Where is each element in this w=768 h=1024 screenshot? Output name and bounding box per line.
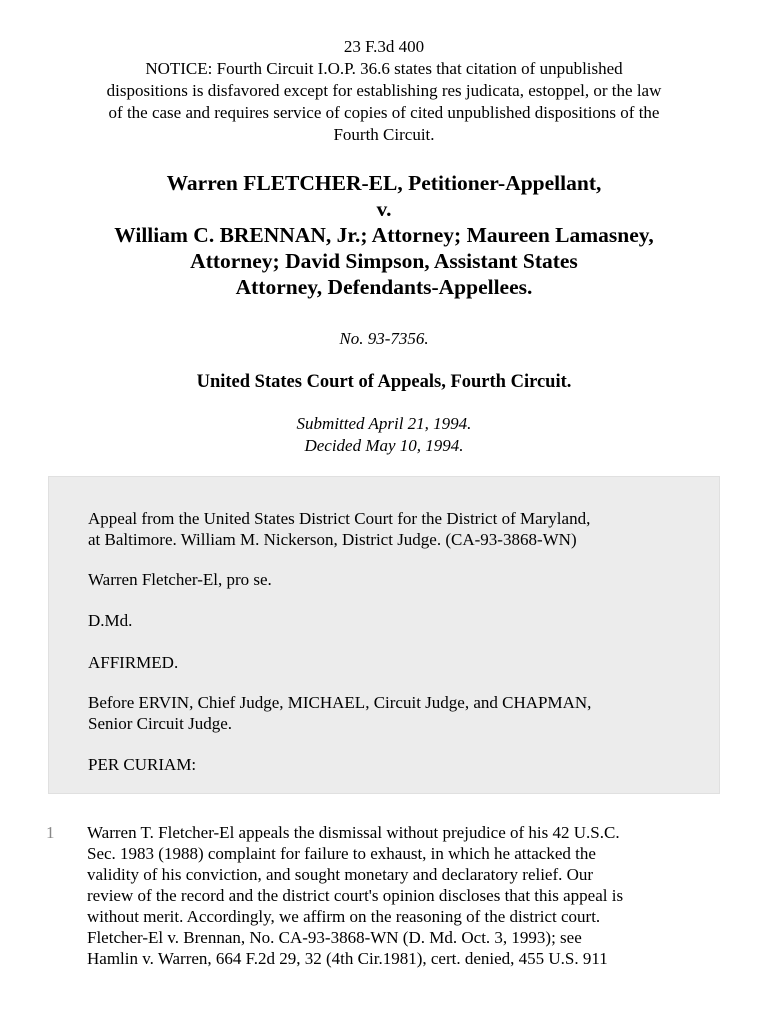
opinion-paragraph: [87, 822, 727, 969]
opinion-line: review of the record and the district court's opinion discloses that this appeal is: [87, 886, 624, 905]
panel: [88, 692, 698, 734]
caption-line: Attorney, Defendants-Appellees.: [235, 275, 533, 299]
notice-line: of the case and requires service of copies of cited unpublished dispositions of the: [108, 103, 660, 122]
appeal-info: [88, 508, 698, 550]
opinion-line: Sec. 1983 (1988) complaint for failure to exhaust, in which he attacked the: [87, 844, 596, 863]
paragraph-number: 1: [46, 823, 55, 842]
caption-line: Attorney; David Simpson, Assistant States: [190, 249, 578, 273]
disposition: AFFIRMED.: [88, 653, 179, 672]
opinion-line: without merit. Accordingly, we affirm on the reasoning of the district court.: [87, 907, 601, 926]
opinion-line: Hamlin v. Warren, 664 F.2d 29, 32 (4th Cir.1981), cert. denied, 455 U.S. 911: [87, 949, 608, 968]
appeal-line: Appeal from the United States District Court for the District of Maryland,: [88, 509, 591, 528]
notice-line: dispositions is disfavored except for establishing res judicata, estoppel, or the law: [106, 81, 662, 100]
caption-line: William C. BRENNAN, Jr.; Attorney; Maureen Lamasney,: [114, 223, 654, 247]
appeal-line: at Baltimore. William M. Nickerson, District Judge. (CA-93-3868-WN): [88, 530, 577, 549]
opinion-line: validity of his conviction, and sought monetary and declaratory relief. Our: [87, 865, 594, 884]
court-abbreviation: D.Md.: [88, 611, 133, 630]
caption-line: v.: [376, 197, 392, 221]
panel-line: Senior Circuit Judge.: [88, 714, 233, 733]
opinion-line: Fletcher-El v. Brennan, No. CA-93-3868-WN (D. Md. Oct. 3, 1993); see: [87, 928, 582, 947]
case-caption: [40, 170, 728, 300]
citation: 23 F.3d 400: [343, 37, 425, 56]
docket-number: No. 93-7356.: [339, 329, 429, 348]
notice-line: NOTICE: Fourth Circuit I.O.P. 36.6 states that citation of unpublished: [145, 59, 623, 78]
case-dates: [40, 413, 728, 457]
case-summary-box: [48, 476, 720, 794]
opinion-line: Warren T. Fletcher-El appeals the dismissal without prejudice of his 42 U.S.C.: [87, 823, 620, 842]
court-name: United States Court of Appeals, Fourth Circuit.: [196, 372, 572, 392]
per-curiam: PER CURIAM:: [88, 755, 197, 774]
caption-line: Warren FLETCHER-EL, Petitioner-Appellant,: [166, 171, 602, 195]
header-notice: [40, 36, 728, 146]
panel-line: Before ERVIN, Chief Judge, MICHAEL, Circuit Judge, and CHAPMAN,: [88, 693, 592, 712]
submitted-date: Submitted April 21, 1994.: [296, 414, 472, 433]
notice-line: Fourth Circuit.: [333, 125, 435, 144]
counsel: Warren Fletcher-El, pro se.: [88, 570, 272, 589]
decided-date: Decided May 10, 1994.: [304, 436, 464, 455]
